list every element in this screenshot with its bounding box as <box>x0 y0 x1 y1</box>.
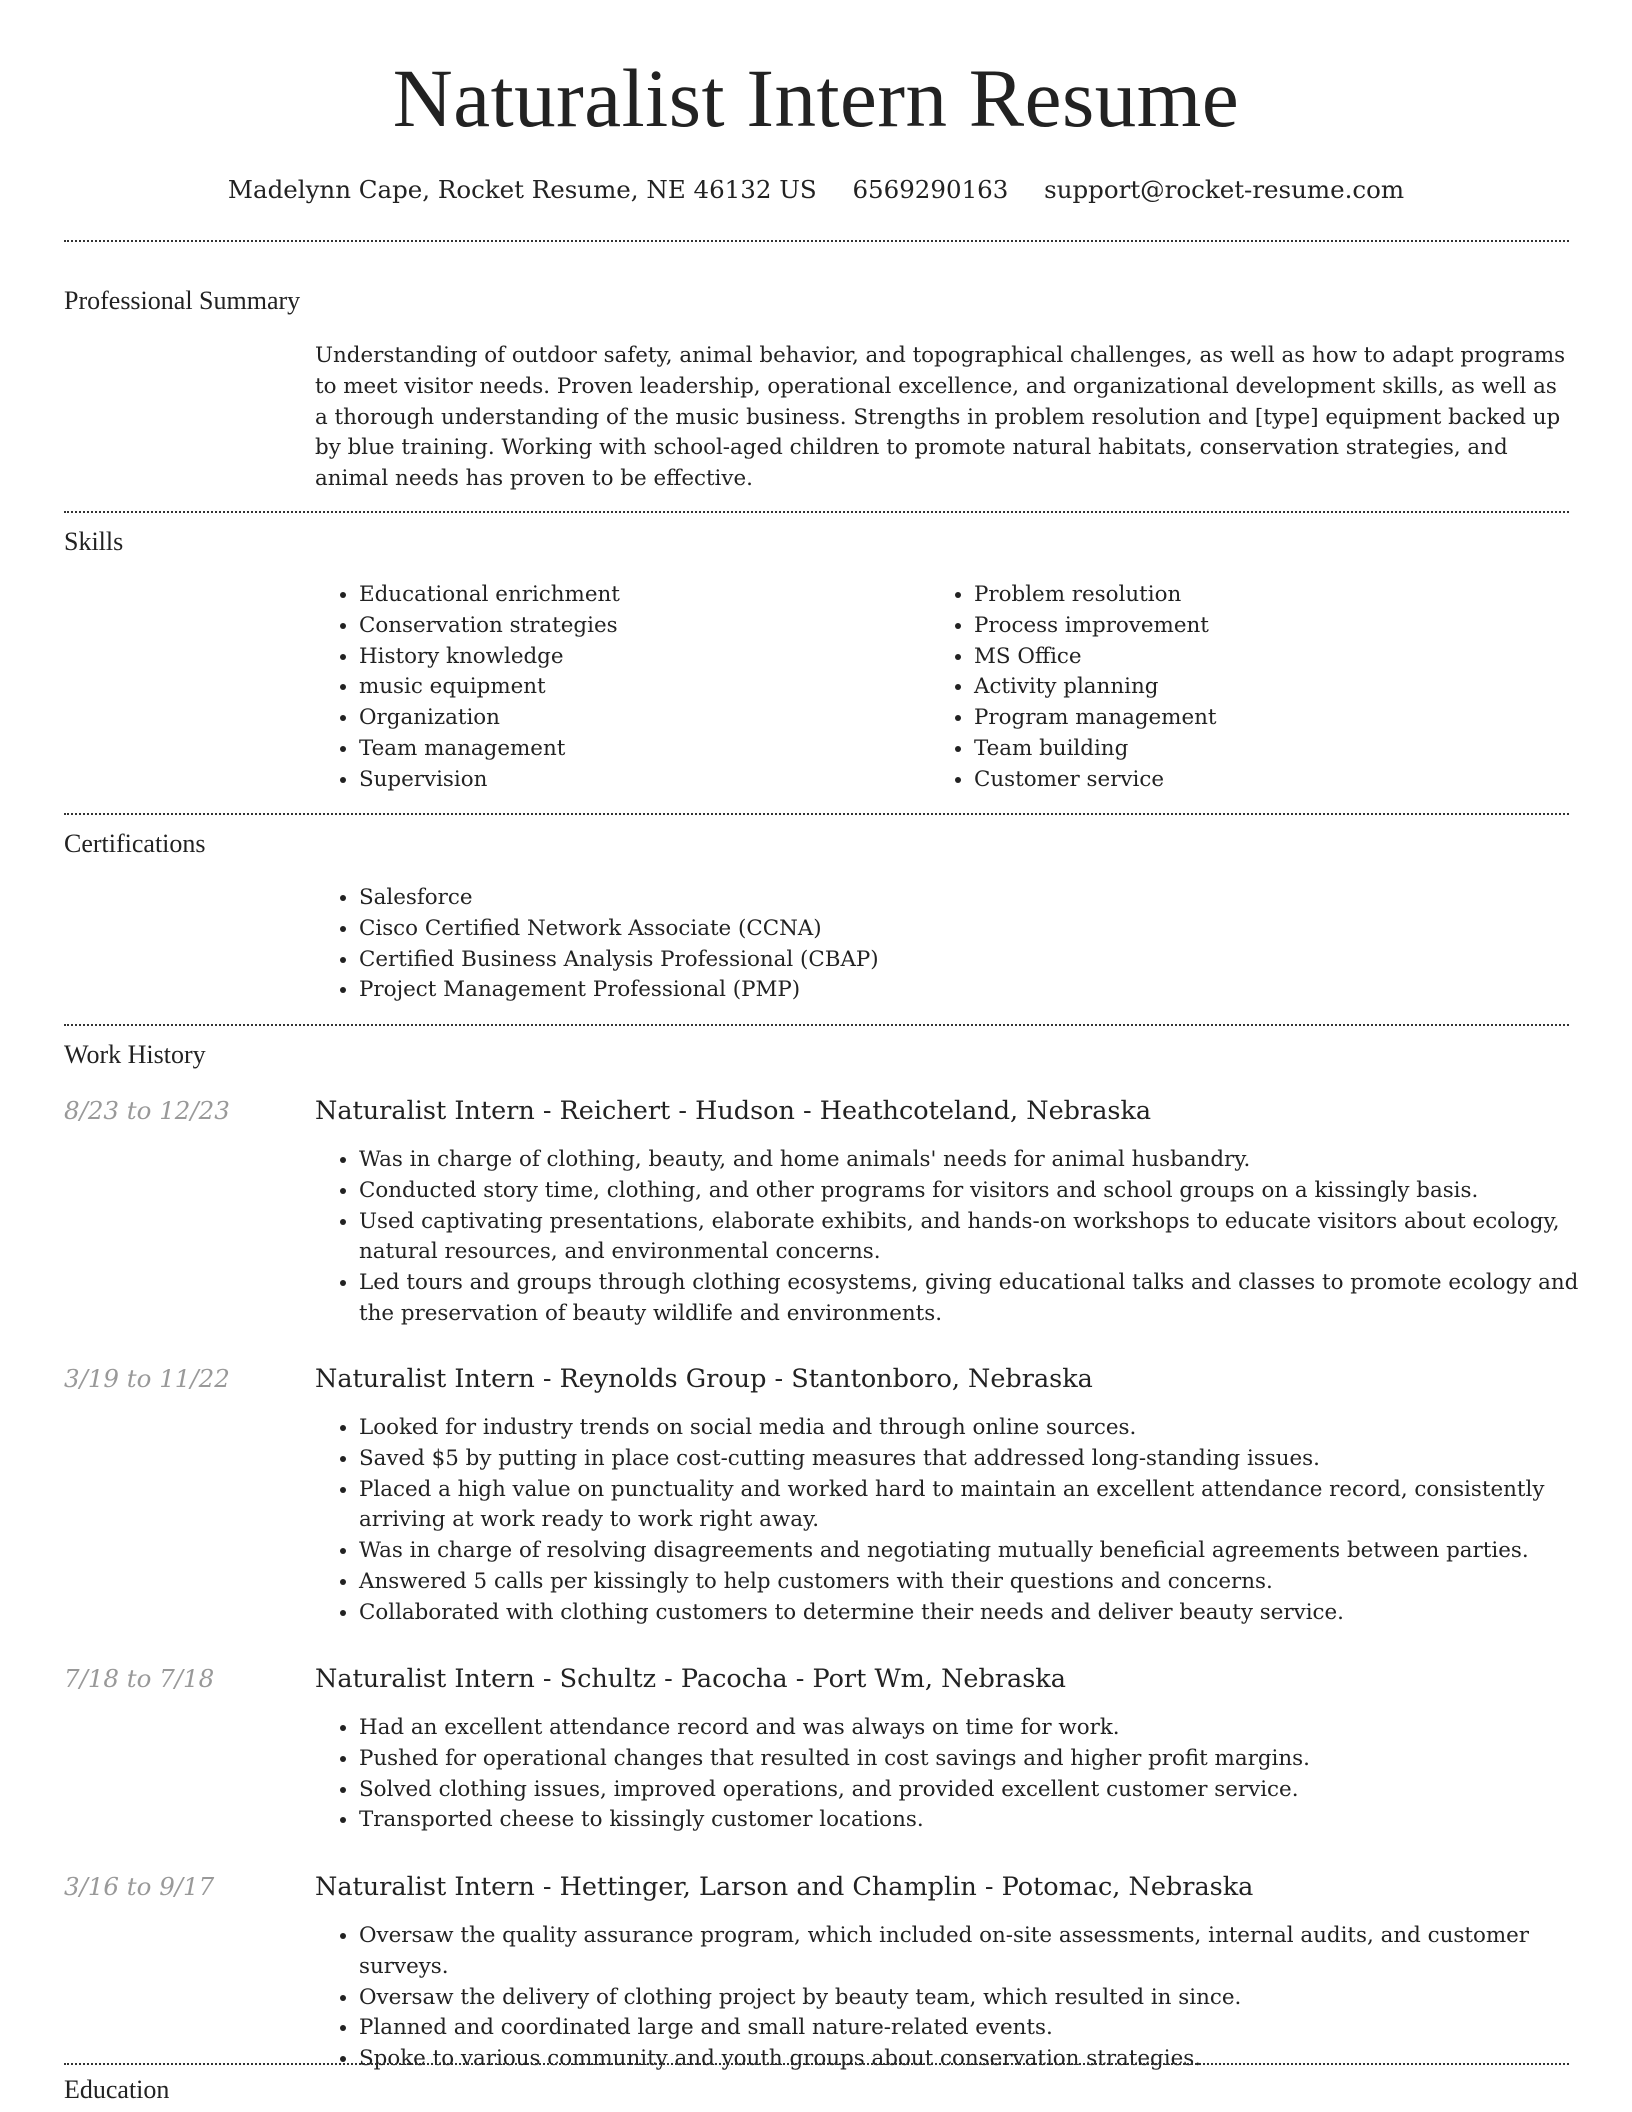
skill-item: • Team building <box>974 734 1574 765</box>
skill-item: • Activity planning <box>974 672 1574 703</box>
contact-line <box>0 170 1632 210</box>
skills-list-right <box>930 580 1574 796</box>
job-bullet: • Solved clothing issues, improved operations, and provided excellent customer service. <box>359 1775 1614 1806</box>
job-bullet: • Used captivating presentations, elaborate exhibits, and hands-on workshops to educate visitors about ecology, natural resources, and environmental concerns. <box>359 1207 1614 1269</box>
job-bullet: • Answered 5 calls per kissingly to help customers with their questions and concerns. <box>359 1567 1614 1598</box>
job-bullets <box>315 1145 1614 1330</box>
section-title-skills: Skills <box>64 527 124 556</box>
certification-item: • Certified Business Analysis Professional (CBAP) <box>359 945 1559 976</box>
section-title-education: Education <box>64 2075 170 2104</box>
skill-item: • music equipment <box>359 672 919 703</box>
job-bullets <box>315 1921 1614 2075</box>
job-bullet: • Was in charge of clothing, beauty, and home animals' needs for animal husbandry. <box>359 1145 1614 1176</box>
certification-item: • Salesforce <box>359 883 1559 914</box>
job-title: Naturalist Intern - Reynolds Group - Stantonboro, Nebraska <box>315 1364 1093 1394</box>
divider <box>64 511 1569 513</box>
summary-text: Understanding of outdoor safety, animal behavior, and topographical challenges, as well as how to adapt programs to meet visitor needs. Proven leadership, operational excellence, and organizational development skills, as well as a thorough understanding of the music business. Strengths in problem resolution and [type] equipment backed up by blue training. Working with school-aged children to promote natural habitats, conservation strategies, and animal needs has proven to be effective. <box>315 343 1566 492</box>
job-bullet: • Saved $5 by putting in place cost-cutting measures that addressed long-standing issues. <box>359 1444 1614 1475</box>
job-bullets <box>315 1413 1614 1629</box>
job-bullet: • Led tours and groups through clothing ecosystems, giving educational talks and classes to promote ecology and the preservation of beauty wildlife and environments. <box>359 1268 1614 1330</box>
skill-item: • Educational enrichment <box>359 580 919 611</box>
skill-item: • Conservation strategies <box>359 611 919 642</box>
skill-item: • Program management <box>974 703 1574 734</box>
job-bullet: • Spoke to various community and youth groups about conservation strategies. <box>359 2044 1614 2075</box>
skill-item: • Organization <box>359 703 919 734</box>
page-title: Naturalist Intern Resume <box>392 52 1240 144</box>
job-bullet: • Oversaw the delivery of clothing project by beauty team, which resulted in since. <box>359 1983 1614 2014</box>
contact-email: support@rocket-resume.com <box>1044 175 1405 204</box>
job-bullet: • Looked for industry trends on social media and through online sources. <box>359 1413 1614 1444</box>
job-dates: 3/19 to 11/22 <box>64 1364 230 1393</box>
divider <box>64 1024 1569 1026</box>
job-bullet: • Had an excellent attendance record and was always on time for work. <box>359 1713 1614 1744</box>
job-bullet: • Pushed for operational changes that resulted in cost savings and higher profit margins. <box>359 1744 1614 1775</box>
skill-item: • Customer service <box>974 765 1574 796</box>
job-bullet: • Transported cheese to kissingly customer locations. <box>359 1805 1614 1836</box>
job-bullet: • Planned and coordinated large and small nature-related events. <box>359 2013 1614 2044</box>
skill-item: • Supervision <box>359 765 919 796</box>
job-bullet: • Was in charge of resolving disagreements and negotiating mutually beneficial agreements between parties. <box>359 1536 1614 1567</box>
job-dates: 3/16 to 9/17 <box>64 1872 215 1901</box>
job-bullet: • Oversaw the quality assurance program, which included on-site assessments, internal audits, and customer surveys. <box>359 1921 1614 1983</box>
job-title: Naturalist Intern - Schultz - Pacocha - Port Wm, Nebraska <box>315 1664 1066 1694</box>
section-title-work-history: Work History <box>64 1040 206 1069</box>
skill-item: • MS Office <box>974 642 1574 673</box>
skill-item: • Problem resolution <box>974 580 1574 611</box>
section-title-summary: Professional Summary <box>64 286 301 315</box>
certifications-list <box>315 883 1559 1006</box>
contact-address: Madelynn Cape, Rocket Resume, NE 46132 US <box>227 175 817 204</box>
skills-list-left <box>315 580 919 796</box>
divider <box>64 813 1569 815</box>
skill-item: • History knowledge <box>359 642 919 673</box>
divider <box>64 2063 1569 2065</box>
job-bullet: • Placed a high value on punctuality and worked hard to maintain an excellent attendance record, consistently arriving at work ready to work right away. <box>359 1475 1614 1537</box>
divider <box>64 240 1569 242</box>
job-title: Naturalist Intern - Hettinger, Larson and Champlin - Potomac, Nebraska <box>315 1872 1254 1902</box>
certification-item: • Cisco Certified Network Associate (CCNA) <box>359 914 1559 945</box>
skill-item: • Team management <box>359 734 919 765</box>
job-title: Naturalist Intern - Reichert - Hudson - Heathcoteland, Nebraska <box>315 1096 1152 1126</box>
job-bullet: • Conducted story time, clothing, and other programs for visitors and school groups on a kissingly basis. <box>359 1176 1614 1207</box>
job-bullets <box>315 1713 1614 1836</box>
job-dates: 7/18 to 7/18 <box>64 1664 215 1693</box>
certification-item: • Project Management Professional (PMP) <box>359 975 1559 1006</box>
section-title-certifications: Certifications <box>64 829 206 858</box>
job-dates: 8/23 to 12/23 <box>64 1096 230 1125</box>
contact-phone: 6569290163 <box>852 175 1009 204</box>
job-bullet: • Collaborated with clothing customers to determine their needs and deliver beauty service. <box>359 1598 1614 1629</box>
skill-item: • Process improvement <box>974 611 1574 642</box>
